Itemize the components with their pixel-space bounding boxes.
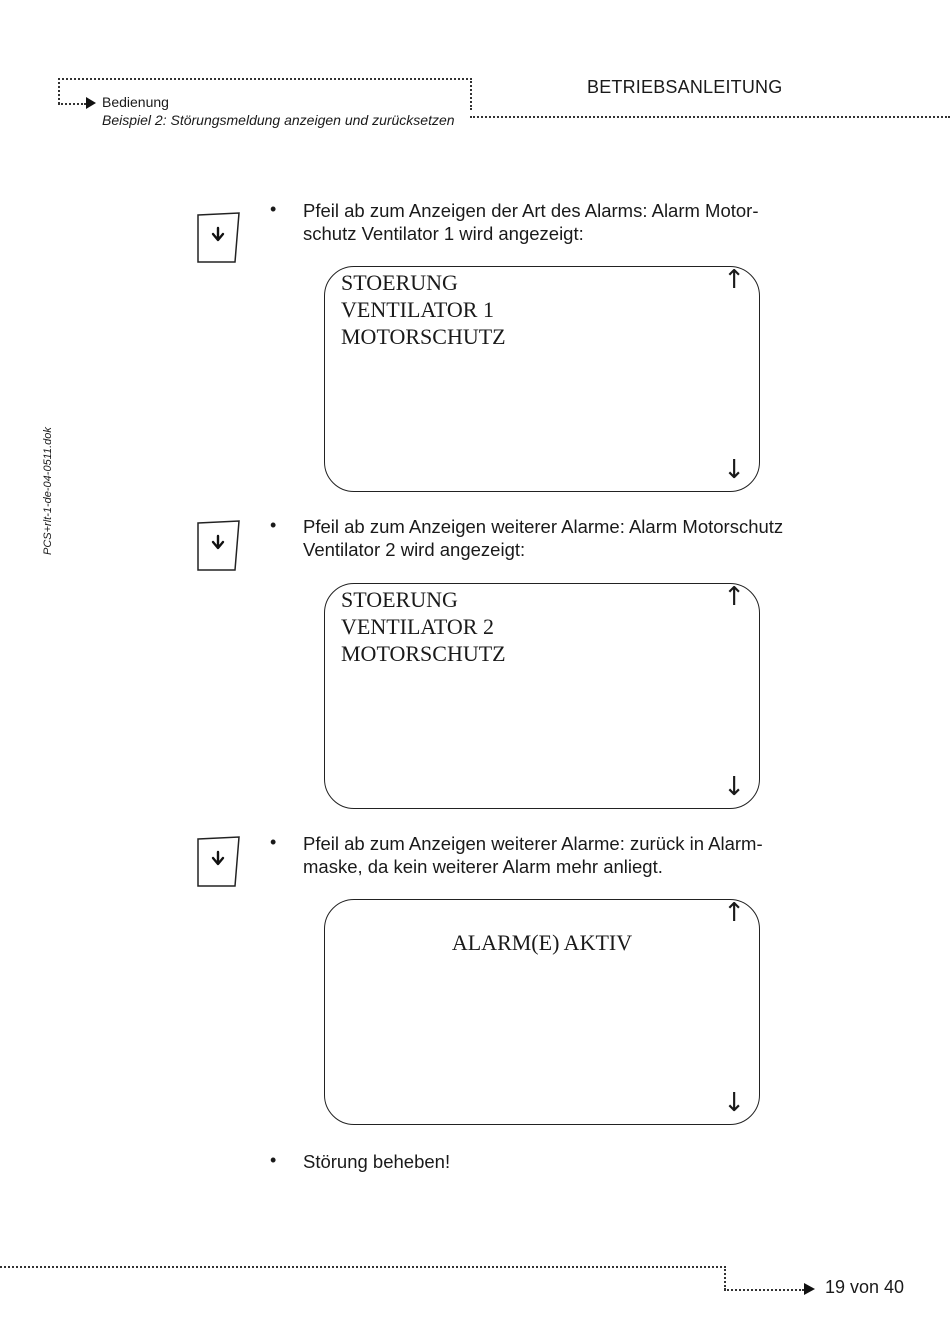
scroll-down-arrow-icon: ↓ [723,772,745,802]
step-1-line-1: Pfeil ab zum Anzeigen der Art des Alarms: Alarm Motor- [303,200,759,221]
header-arrow-line [58,103,86,105]
header-subsection: Beispiel 2: Störungsmeldung anzeigen und zurücksetzen [102,112,455,128]
screen-line: STOERUNG [341,587,458,612]
step-2-text [303,515,823,561]
screen-line: MOTORSCHUTZ [341,324,506,349]
scroll-down-arrow-icon: ↓ [723,455,745,485]
scroll-up-arrow-icon: ↑ [723,265,745,295]
display-screen-3 [324,899,760,1125]
footer-arrowhead-icon [804,1283,815,1295]
bullet: • [270,832,277,852]
step-3-line-1: Pfeil ab zum Anzeigen weiterer Alarme: zurück in Alarm- [303,833,763,854]
display-screen-1 [324,266,760,492]
arrow-down-key-icon [197,836,239,884]
bullet: • [270,515,277,535]
step-1-line-2: schutz Ventilator 1 wird angezeigt: [303,223,584,244]
header-section: Bedienung [102,94,169,110]
screen-line: VENTILATOR 2 [341,614,494,639]
footer-rule [0,1266,726,1268]
header-rule [470,116,950,118]
header-left-tick [58,78,60,104]
display-screen-2 [324,583,760,809]
screen-line: MOTORSCHUTZ [341,641,506,666]
arrow-down-key-icon [197,520,239,568]
screen-1-text [341,269,506,350]
header-arrowhead-icon [86,97,96,109]
scroll-up-arrow-icon: ↑ [723,898,745,928]
step-1-text [303,199,823,245]
footer-vertical-tick [724,1266,726,1290]
step-2-line-1: Pfeil ab zum Anzeigen weiterer Alarme: Alarm Motorschutz [303,516,784,537]
screen-line: VENTILATOR 1 [341,297,494,322]
step-3-text [303,832,823,878]
step-3-line-2: maske, da kein weiterer Alarm mehr anliegt. [303,856,663,877]
scroll-down-arrow-icon: ↓ [723,1088,745,1118]
screen-2-text [341,586,506,667]
scroll-up-arrow-icon: ↑ [723,582,745,612]
final-step-text: Störung beheben! [303,1151,451,1172]
header-title: BETRIEBSANLEITUNG [587,77,783,97]
step-2-line-2: Ventilator 2 wird angezeigt: [303,539,526,560]
footer-arrow-line [724,1289,804,1291]
screen-line: STOERUNG [341,270,458,295]
page-number: 19 von 40 [825,1277,905,1297]
bullet: • [270,199,277,219]
bullet: • [270,1150,277,1170]
arrow-down-key-icon [197,212,239,260]
document-id-label: PCS+rlt-1-de-04-0511.dok [42,427,54,555]
screen-3-alarm-text: ALARM(E) AKTIV [451,930,633,955]
